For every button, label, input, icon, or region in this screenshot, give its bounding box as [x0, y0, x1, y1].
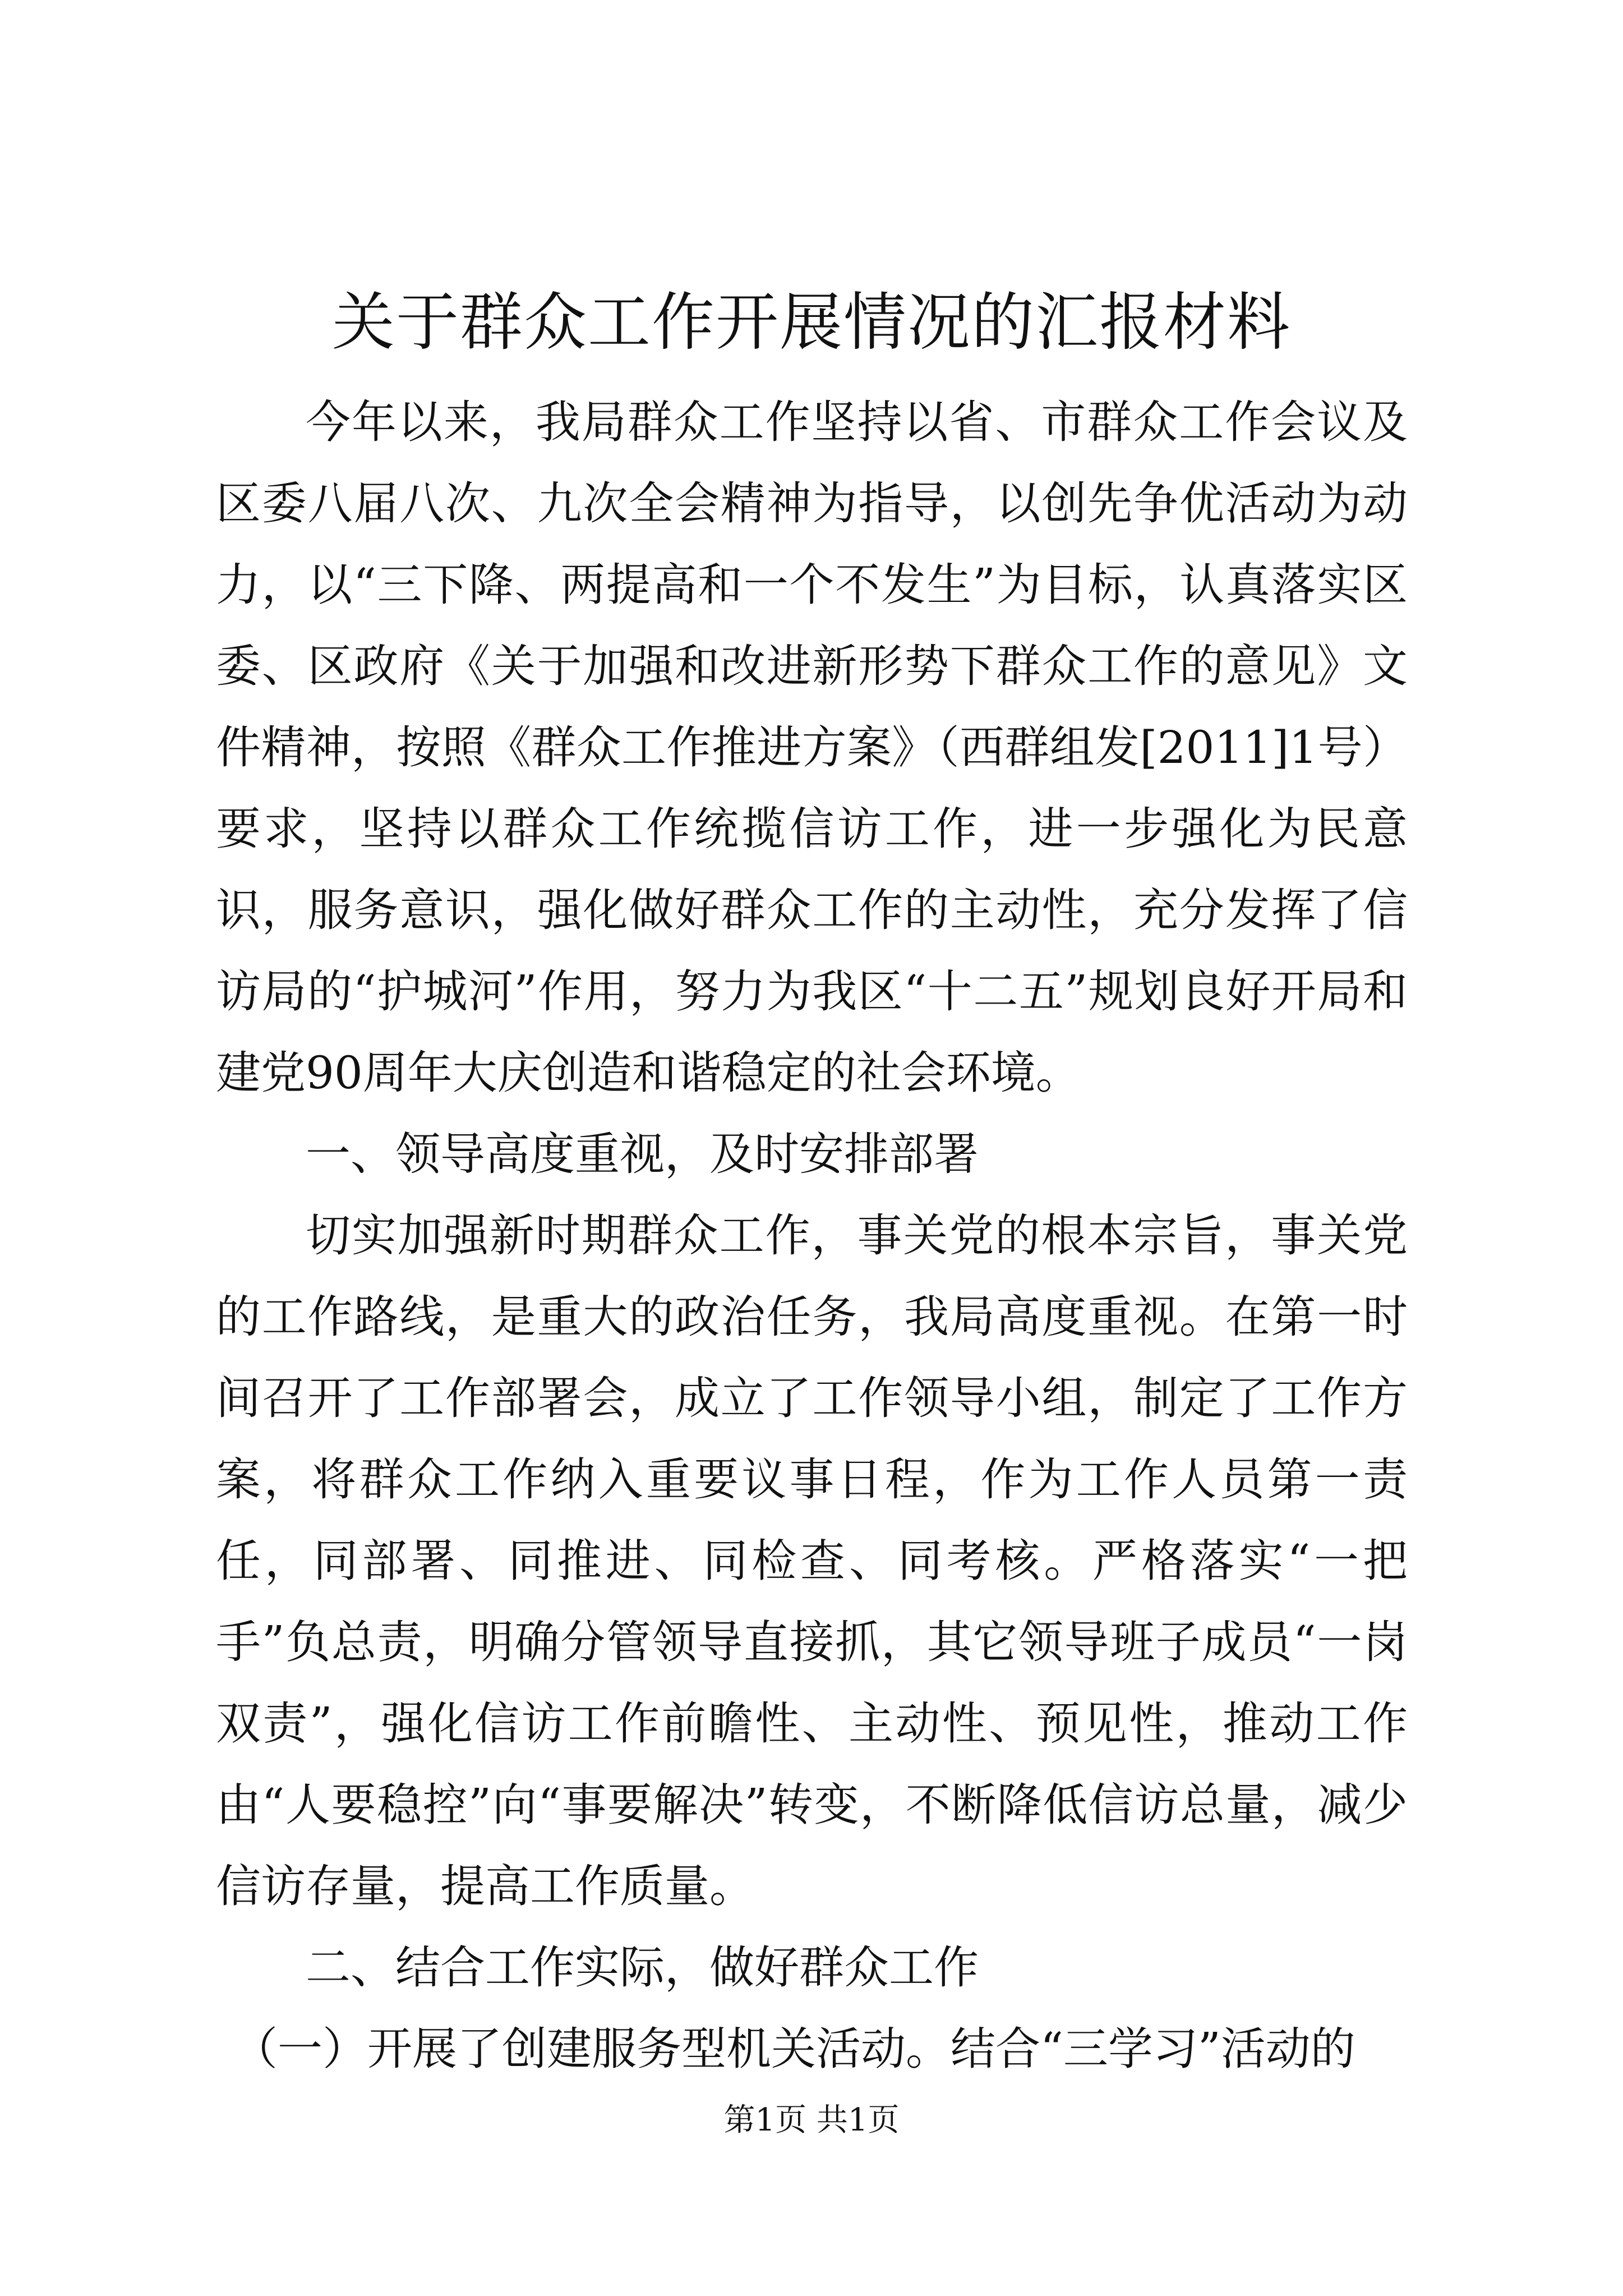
section-2-item-1: （一）开展了创建服务型机关活动。结合“三学习”活动的: [233, 2023, 1355, 2075]
section-heading-1: 一、领导高度重视，及时安排部署: [306, 1128, 979, 1180]
page-number-footer: 第1页 共1页: [723, 2102, 900, 2138]
document-title: 关于群众工作开展情况的汇报材料: [332, 286, 1291, 359]
section-heading-2: 二、结合工作实际，做好群众工作: [306, 1941, 979, 1994]
document-body: [216, 381, 1408, 2090]
intro-paragraph: 今年以来，我局群众工作坚持以省、市群众工作会议及区委八届八次、九次全会精神为指导，以创先争优活动为动力，以“三下降、两提高和一个不发生”为目标，认真落实区委、区政府《关于加强和改进新形势下群众工作的意见》文件精神，按照《群众工作推进方案》（西群组发[2011]1号）要求，坚持以群众工作统揽信访工作，进一步强化为民意识，服务意识，强化做好群众工作的主动性，充分发挥了信访局的“护城河”作用，努力为我区“十二五”规划良好开局和建党90周年大庆创造和谐稳定的社会环境。: [216, 396, 1408, 1099]
section-1-paragraph: 切实加强新时期群众工作，事关党的根本宗旨，事关党的工作路线，是重大的政治任务，我局高度重视。在第一时间召开了工作部署会，成立了工作领导小组，制定了工作方案，将群众工作纳入重要议事日程，作为工作人员第一责任，同部署、同推进、同检查、同考核。严格落实“一把手”负总责，明确分管领导直接抓，其它领导班子成员“一岗双责”，强化信访工作前瞻性、主动性、预见性，推动工作由“人要稳控”向“事要解决”转变，不断降低信访总量，减少信访存量，提高工作质量。: [216, 1209, 1408, 1912]
